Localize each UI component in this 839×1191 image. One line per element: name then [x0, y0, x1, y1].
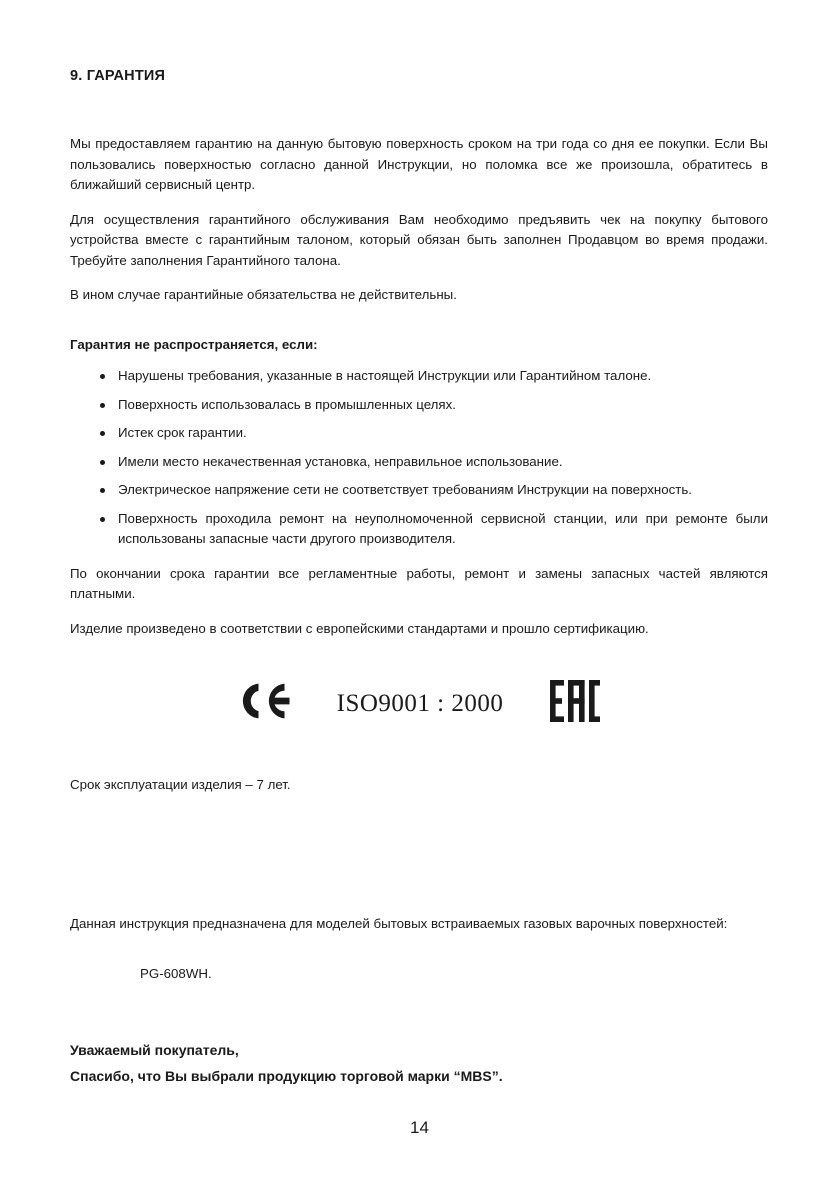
- bullet-point-icon: [100, 374, 105, 379]
- iso9001-mark-label: ISO9001 : 2000: [336, 690, 504, 718]
- exclusions-heading: Гарантия не распространяется, если:: [70, 336, 318, 352]
- eac-mark-icon: [549, 680, 601, 727]
- closing-line-1: Уважаемый покупатель,: [70, 1041, 239, 1058]
- bullet-point-icon: [100, 460, 105, 465]
- service-life-text: Срок эксплуатации изделия – 7 лет.: [70, 777, 291, 793]
- closing-line-2: Спасибо, что Вы выбрали продукцию торговой марки “MBS”.: [70, 1067, 503, 1084]
- bullet-point-icon: [100, 431, 105, 436]
- section-title: 9. ГАРАНТИЯ: [70, 68, 166, 84]
- ce-mark-icon: [237, 681, 291, 726]
- exclusions-list: [70, 355, 768, 550]
- bullet-point-icon: [100, 403, 105, 408]
- list-item: [70, 509, 768, 550]
- after-list-paragraph-1: По окончании срока гарантии все регламентные работы, ремонт и замены запасных частей являются платными.: [70, 565, 768, 602]
- list-item-text: Поверхность проходила ремонт на неуполномоченной сервисной станции, или при ремонте были использованы запасные части другого производителя.: [118, 510, 768, 547]
- list-item: [70, 480, 768, 501]
- list-item-text: Имели место некачественная установка, неправильное использование.: [118, 453, 563, 469]
- list-item-text: Электрическое напряжение сети не соответствует требованиям Инструкции на поверхность.: [118, 482, 692, 498]
- bullet-point-icon: [100, 488, 105, 493]
- certification-marks-row: [70, 675, 768, 731]
- after-list-paragraph-2: Изделие произведено в соответствии с европейскими стандартами и прошло сертификацию.: [70, 620, 649, 636]
- closing-block: [70, 985, 768, 1089]
- intro-paragraph-1: Мы предоставляем гарантию на данную бытовую поверхность сроком на три года со дня ее покупки. Если Вы пользовались поверхностью согласно данной Инструкции, но поломка все же произошла, обратитесь в ближайший сервисный центр.: [70, 136, 768, 193]
- intro-paragraph-3: В ином случае гарантийные обязательства не действительны.: [70, 287, 457, 303]
- bullet-point-icon: [100, 517, 105, 522]
- list-item: [70, 452, 768, 473]
- list-item: [70, 366, 768, 387]
- list-item: [70, 395, 768, 416]
- model-list: PG-608WH.: [140, 966, 212, 982]
- list-item-text: Нарушены требования, указанные в настоящей Инструкции или Гарантийном талоне.: [118, 368, 652, 384]
- list-item-text: Поверхность использовалась в промышленных целях.: [118, 396, 456, 412]
- models-intro-text: Данная инструкция предназначена для моделей бытовых встраиваемых газовых варочных поверхностей:: [70, 915, 728, 931]
- intro-paragraph-2: Для осуществления гарантийного обслуживания Вам необходимо предъявить чек на покупку бытового устройства вместе с гарантийным талоном, который обязан быть заполнен Продавцом во время продажи. Требуйте заполнения Гарантийного талона.: [70, 211, 768, 268]
- page-content: [70, 0, 768, 1089]
- page-number: 14: [410, 1118, 429, 1137]
- list-item: [70, 423, 768, 444]
- list-item-text: Истек срок гарантии.: [118, 425, 247, 441]
